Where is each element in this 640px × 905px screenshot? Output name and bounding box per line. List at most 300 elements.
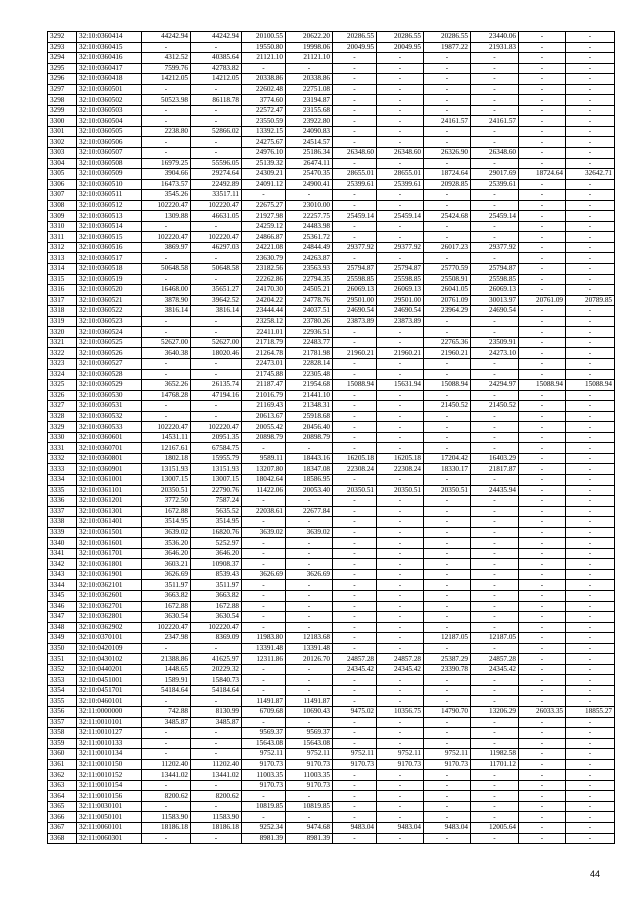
- value-cell: 21960.21: [377, 348, 424, 359]
- value-cell: 22038.61: [242, 506, 286, 517]
- value-cell: 1309.88: [142, 211, 191, 222]
- value-cell: 3639.02: [242, 527, 286, 538]
- cadastral-number-cell: 32:10:0361001: [77, 474, 142, 485]
- value-cell: 44242.94: [191, 32, 242, 43]
- row-number-cell: 3316: [48, 285, 77, 296]
- value-cell: 25399.61: [377, 179, 424, 190]
- value-cell: -: [333, 696, 377, 707]
- value-cell: 24505.21: [286, 285, 333, 296]
- value-cell: -: [566, 801, 615, 812]
- value-cell: -: [519, 485, 566, 496]
- cadastral-number-cell: 32:10:0360532: [77, 411, 142, 422]
- table-row: [48, 823, 615, 834]
- value-cell: -: [519, 812, 566, 823]
- table-row: [48, 801, 615, 812]
- value-cell: 20286.55: [333, 32, 377, 43]
- value-cell: -: [424, 411, 471, 422]
- value-cell: 24345.42: [333, 664, 377, 675]
- table-row: [48, 411, 615, 422]
- value-cell: -: [377, 643, 424, 654]
- value-cell: 23444.44: [242, 306, 286, 317]
- value-cell: -: [377, 53, 424, 64]
- cadastral-number-cell: 32:11:0010150: [77, 759, 142, 770]
- value-cell: -: [566, 717, 615, 728]
- value-cell: -: [424, 474, 471, 485]
- table-row: [48, 527, 615, 538]
- table-row: [48, 148, 615, 159]
- value-cell: -: [519, 685, 566, 696]
- value-cell: -: [333, 738, 377, 749]
- value-cell: -: [142, 643, 191, 654]
- value-cell: 23010.00: [286, 200, 333, 211]
- value-cell: -: [377, 95, 424, 106]
- table-row: [48, 348, 615, 359]
- value-cell: -: [471, 74, 519, 85]
- value-cell: 11003.35: [286, 770, 333, 781]
- cadastral-number-cell: 32:10:0360527: [77, 358, 142, 369]
- table-row: [48, 105, 615, 116]
- value-cell: 52627.00: [142, 337, 191, 348]
- row-number-cell: 3366: [48, 812, 77, 823]
- table-row: [48, 274, 615, 285]
- value-cell: -: [286, 496, 333, 507]
- value-cell: 10908.37: [191, 559, 242, 570]
- table-row: [48, 380, 615, 391]
- value-cell: 10819.85: [286, 801, 333, 812]
- value-cell: 17204.42: [424, 453, 471, 464]
- value-cell: -: [566, 759, 615, 770]
- value-cell: -: [519, 474, 566, 485]
- value-cell: -: [566, 211, 615, 222]
- value-cell: -: [424, 432, 471, 443]
- value-cell: 23964.29: [424, 306, 471, 317]
- value-cell: 3626.69: [242, 569, 286, 580]
- row-number-cell: 3337: [48, 506, 77, 517]
- value-cell: -: [424, 390, 471, 401]
- value-cell: 14790.70: [424, 707, 471, 718]
- value-cell: -: [242, 791, 286, 802]
- value-cell: -: [566, 506, 615, 517]
- row-number-cell: 3331: [48, 443, 77, 454]
- value-cell: -: [377, 559, 424, 570]
- cadastral-number-cell: 32:10:0360701: [77, 443, 142, 454]
- table-row: [48, 812, 615, 823]
- value-cell: 52627.00: [191, 337, 242, 348]
- value-cell: -: [566, 496, 615, 507]
- value-cell: -: [333, 105, 377, 116]
- row-number-cell: 3332: [48, 453, 77, 464]
- value-cell: -: [191, 738, 242, 749]
- value-cell: 7599.76: [142, 63, 191, 74]
- value-cell: -: [471, 63, 519, 74]
- value-cell: -: [377, 728, 424, 739]
- value-cell: -: [142, 801, 191, 812]
- value-cell: -: [519, 517, 566, 528]
- value-cell: -: [424, 675, 471, 686]
- row-number-cell: 3351: [48, 654, 77, 665]
- value-cell: -: [519, 232, 566, 243]
- row-number-cell: 3298: [48, 95, 77, 106]
- value-cell: 24263.87: [286, 253, 333, 264]
- value-cell: -: [566, 316, 615, 327]
- table-row: [48, 622, 615, 633]
- value-cell: 47194.16: [191, 390, 242, 401]
- value-cell: -: [377, 190, 424, 201]
- value-cell: 9252.34: [242, 823, 286, 834]
- cadastral-number-cell: 32:10:0451701: [77, 685, 142, 696]
- value-cell: -: [142, 358, 191, 369]
- table-row: [48, 654, 615, 665]
- value-cell: -: [519, 137, 566, 148]
- value-cell: -: [377, 633, 424, 644]
- row-number-cell: 3329: [48, 422, 77, 433]
- value-cell: 15643.08: [286, 738, 333, 749]
- value-cell: -: [471, 517, 519, 528]
- value-cell: -: [333, 717, 377, 728]
- value-cell: -: [566, 190, 615, 201]
- cadastral-number-cell: 32:10:0360525: [77, 337, 142, 348]
- value-cell: -: [424, 569, 471, 580]
- value-cell: -: [519, 780, 566, 791]
- value-cell: 54184.64: [142, 685, 191, 696]
- value-cell: 20053.40: [286, 485, 333, 496]
- value-cell: 24900.41: [286, 179, 333, 190]
- value-cell: 55596.05: [191, 158, 242, 169]
- value-cell: -: [566, 770, 615, 781]
- value-cell: -: [566, 696, 615, 707]
- row-number-cell: 3296: [48, 74, 77, 85]
- value-cell: 9752.11: [333, 749, 377, 760]
- value-cell: 3639.02: [286, 527, 333, 538]
- value-cell: 22602.48: [242, 84, 286, 95]
- cadastral-number-cell: 32:10:0360528: [77, 369, 142, 380]
- table-row: [48, 548, 615, 559]
- value-cell: -: [333, 791, 377, 802]
- value-cell: -: [471, 569, 519, 580]
- value-cell: -: [286, 675, 333, 686]
- value-cell: -: [377, 506, 424, 517]
- value-cell: -: [424, 548, 471, 559]
- cadastral-number-cell: 32:10:0360523: [77, 316, 142, 327]
- value-cell: -: [566, 780, 615, 791]
- value-cell: 18586.95: [286, 474, 333, 485]
- value-cell: 16468.00: [142, 285, 191, 296]
- value-cell: -: [424, 53, 471, 64]
- value-cell: -: [142, 738, 191, 749]
- value-cell: -: [519, 306, 566, 317]
- value-cell: -: [566, 137, 615, 148]
- value-cell: 12167.61: [142, 443, 191, 454]
- value-cell: 46631.05: [191, 211, 242, 222]
- value-cell: 12187.05: [471, 633, 519, 644]
- value-cell: -: [424, 327, 471, 338]
- value-cell: -: [566, 116, 615, 127]
- cadastral-number-cell: 32:10:0360526: [77, 348, 142, 359]
- row-number-cell: 3333: [48, 464, 77, 475]
- cadastral-number-cell: 32:10:0362101: [77, 580, 142, 591]
- row-number-cell: 3307: [48, 190, 77, 201]
- row-number-cell: 3335: [48, 485, 77, 496]
- value-cell: -: [377, 232, 424, 243]
- row-number-cell: 3326: [48, 390, 77, 401]
- value-cell: 1672.88: [142, 506, 191, 517]
- value-cell: 3630.54: [142, 612, 191, 623]
- row-number-cell: 3362: [48, 770, 77, 781]
- cadastral-number-cell: 32:10:0360530: [77, 390, 142, 401]
- table-row: [48, 432, 615, 443]
- row-number-cell: 3325: [48, 380, 77, 391]
- value-cell: -: [519, 622, 566, 633]
- table-row: [48, 369, 615, 380]
- row-number-cell: 3341: [48, 548, 77, 559]
- value-cell: -: [286, 190, 333, 201]
- value-cell: 15088.94: [566, 380, 615, 391]
- value-cell: -: [566, 411, 615, 422]
- value-cell: -: [191, 728, 242, 739]
- value-cell: 19998.06: [286, 42, 333, 53]
- value-cell: 22492.89: [191, 179, 242, 190]
- cadastral-number-cell: 32:10:0360505: [77, 126, 142, 137]
- row-number-cell: 3310: [48, 221, 77, 232]
- value-cell: 26135.74: [191, 380, 242, 391]
- value-cell: -: [471, 200, 519, 211]
- cadastral-number-cell: 32:10:0361301: [77, 506, 142, 517]
- value-cell: -: [242, 664, 286, 675]
- value-cell: 22675.27: [242, 200, 286, 211]
- cadastral-number-cell: 32:10:0360501: [77, 84, 142, 95]
- value-cell: 26326.90: [424, 148, 471, 159]
- row-number-cell: 3319: [48, 316, 77, 327]
- value-cell: 25186.34: [286, 148, 333, 159]
- value-cell: -: [424, 538, 471, 549]
- value-cell: 26069.13: [333, 285, 377, 296]
- value-cell: 3646.20: [142, 548, 191, 559]
- cadastral-number-cell: 32:10:0360506: [77, 137, 142, 148]
- value-cell: 16473.57: [142, 179, 191, 190]
- value-cell: -: [519, 633, 566, 644]
- value-cell: -: [333, 496, 377, 507]
- cadastral-number-cell: 32:10:0361901: [77, 569, 142, 580]
- row-number-cell: 3353: [48, 675, 77, 686]
- value-cell: -: [566, 738, 615, 749]
- value-cell: -: [471, 622, 519, 633]
- value-cell: -: [377, 401, 424, 412]
- value-cell: 13151.93: [191, 464, 242, 475]
- value-cell: 21817.87: [471, 464, 519, 475]
- value-cell: -: [471, 390, 519, 401]
- value-cell: -: [566, 791, 615, 802]
- value-cell: -: [377, 601, 424, 612]
- table-row: [48, 422, 615, 433]
- value-cell: -: [519, 264, 566, 275]
- cadastral-number-cell: 32:11:0010154: [77, 780, 142, 791]
- value-cell: -: [566, 158, 615, 169]
- value-cell: 8200.62: [142, 791, 191, 802]
- value-cell: -: [519, 590, 566, 601]
- cadastral-number-cell: 32:10:0361401: [77, 517, 142, 528]
- value-cell: -: [424, 580, 471, 591]
- row-number-cell: 3359: [48, 738, 77, 749]
- value-cell: -: [191, 327, 242, 338]
- value-cell: -: [333, 622, 377, 633]
- value-cell: -: [142, 780, 191, 791]
- value-cell: -: [566, 422, 615, 433]
- row-number-cell: 3344: [48, 580, 77, 591]
- value-cell: 742.88: [142, 707, 191, 718]
- value-cell: -: [519, 717, 566, 728]
- value-cell: -: [471, 801, 519, 812]
- table-row: [48, 770, 615, 781]
- value-cell: 20100.55: [242, 32, 286, 43]
- cadastral-number-cell: 32:10:0460101: [77, 696, 142, 707]
- value-cell: 11202.40: [142, 759, 191, 770]
- table-row: [48, 253, 615, 264]
- value-cell: 22411.01: [242, 327, 286, 338]
- value-cell: 26033.35: [519, 707, 566, 718]
- value-cell: 102220.47: [191, 422, 242, 433]
- value-cell: 9170.73: [333, 759, 377, 770]
- value-cell: -: [377, 158, 424, 169]
- value-cell: 15631.94: [377, 380, 424, 391]
- value-cell: -: [566, 32, 615, 43]
- value-cell: 50648.58: [191, 264, 242, 275]
- value-cell: -: [333, 116, 377, 127]
- value-cell: -: [519, 506, 566, 517]
- value-cell: 3869.97: [142, 242, 191, 253]
- value-cell: 24221.08: [242, 242, 286, 253]
- value-cell: -: [242, 601, 286, 612]
- value-cell: -: [377, 685, 424, 696]
- value-cell: -: [519, 432, 566, 443]
- value-cell: -: [566, 728, 615, 739]
- value-cell: 21931.83: [471, 42, 519, 53]
- value-cell: 29377.92: [377, 242, 424, 253]
- table-row: [48, 179, 615, 190]
- cadastral-number-cell: 32:11:0010134: [77, 749, 142, 760]
- value-cell: -: [191, 411, 242, 422]
- value-cell: 13207.80: [242, 464, 286, 475]
- value-cell: 23630.79: [242, 253, 286, 264]
- value-cell: 9170.73: [286, 780, 333, 791]
- value-cell: -: [424, 801, 471, 812]
- value-cell: -: [333, 390, 377, 401]
- value-cell: -: [286, 63, 333, 74]
- value-cell: -: [286, 601, 333, 612]
- value-cell: -: [377, 538, 424, 549]
- value-cell: -: [519, 791, 566, 802]
- value-cell: -: [333, 612, 377, 623]
- value-cell: 3639.02: [142, 527, 191, 538]
- value-cell: -: [242, 63, 286, 74]
- value-cell: 20898.79: [242, 432, 286, 443]
- table-row: [48, 200, 615, 211]
- value-cell: 3545.26: [142, 190, 191, 201]
- table-row: [48, 358, 615, 369]
- table-row: [48, 791, 615, 802]
- value-cell: 24690.54: [471, 306, 519, 317]
- value-cell: 12187.05: [424, 633, 471, 644]
- value-cell: -: [377, 337, 424, 348]
- value-cell: -: [519, 464, 566, 475]
- value-cell: 24161.57: [424, 116, 471, 127]
- table-row: [48, 327, 615, 338]
- value-cell: 3640.38: [142, 348, 191, 359]
- value-cell: 20789.85: [566, 295, 615, 306]
- value-cell: 24345.42: [377, 664, 424, 675]
- value-cell: 9483.04: [424, 823, 471, 834]
- value-cell: -: [333, 337, 377, 348]
- value-cell: 13151.93: [142, 464, 191, 475]
- value-cell: 15088.94: [424, 380, 471, 391]
- value-cell: -: [519, 601, 566, 612]
- value-cell: -: [519, 823, 566, 834]
- row-number-cell: 3315: [48, 274, 77, 285]
- value-cell: -: [191, 780, 242, 791]
- value-cell: -: [424, 137, 471, 148]
- cadastral-number-cell: 32:10:0360512: [77, 200, 142, 211]
- value-cell: 20456.40: [286, 422, 333, 433]
- value-cell: 16205.18: [333, 453, 377, 464]
- row-number-cell: 3293: [48, 42, 77, 53]
- value-cell: -: [286, 590, 333, 601]
- value-cell: 6709.68: [242, 707, 286, 718]
- value-cell: -: [519, 158, 566, 169]
- value-cell: -: [377, 496, 424, 507]
- value-cell: 18443.16: [286, 453, 333, 464]
- value-cell: -: [471, 432, 519, 443]
- value-cell: -: [519, 126, 566, 137]
- value-cell: -: [424, 685, 471, 696]
- cadastral-number-cell: 32:11:0060301: [77, 833, 142, 844]
- value-cell: -: [377, 580, 424, 591]
- table-row: [48, 53, 615, 64]
- value-cell: -: [191, 749, 242, 760]
- table-row: [48, 580, 615, 591]
- value-cell: -: [333, 812, 377, 823]
- value-cell: -: [566, 675, 615, 686]
- value-cell: 9752.11: [242, 749, 286, 760]
- cadastral-number-cell: 32:10:0360601: [77, 432, 142, 443]
- value-cell: -: [566, 601, 615, 612]
- value-cell: 3663.82: [142, 590, 191, 601]
- value-cell: 42783.82: [191, 63, 242, 74]
- value-cell: -: [566, 401, 615, 412]
- value-cell: 23155.68: [286, 105, 333, 116]
- value-cell: -: [471, 559, 519, 570]
- value-cell: -: [471, 770, 519, 781]
- value-cell: -: [519, 738, 566, 749]
- value-cell: 20229.32: [191, 664, 242, 675]
- value-cell: -: [333, 432, 377, 443]
- row-number-cell: 3314: [48, 264, 77, 275]
- value-cell: 24857.28: [333, 654, 377, 665]
- value-cell: -: [424, 253, 471, 264]
- value-cell: 20951.35: [191, 432, 242, 443]
- cadastral-number-cell: 32:11:0000000: [77, 707, 142, 718]
- row-number-cell: 3350: [48, 643, 77, 654]
- value-cell: -: [566, 812, 615, 823]
- value-cell: -: [566, 443, 615, 454]
- value-cell: -: [424, 506, 471, 517]
- value-cell: -: [377, 548, 424, 559]
- value-cell: -: [566, 200, 615, 211]
- value-cell: -: [377, 137, 424, 148]
- value-cell: -: [286, 717, 333, 728]
- row-number-cell: 3311: [48, 232, 77, 243]
- value-cell: -: [377, 780, 424, 791]
- value-cell: -: [566, 53, 615, 64]
- value-cell: 9752.11: [424, 749, 471, 760]
